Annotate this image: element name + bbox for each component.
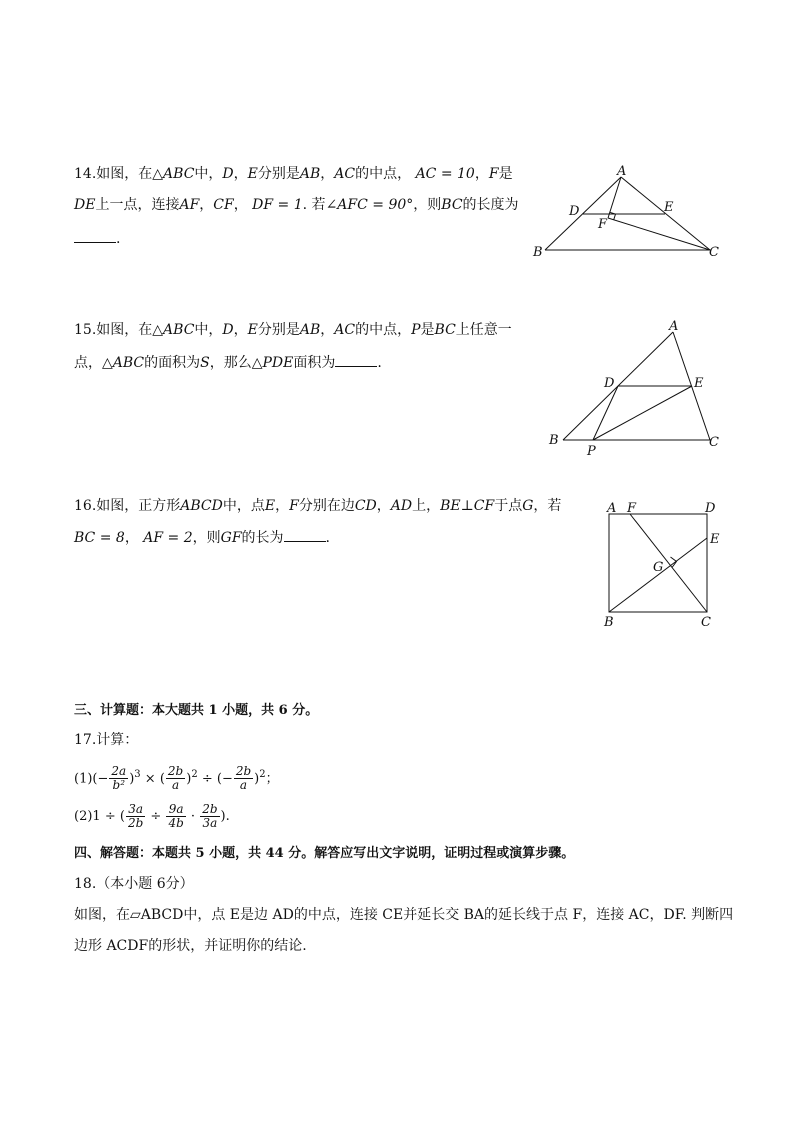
q18-title: 18.（本小题 6分） <box>74 876 194 892</box>
q14-figure <box>525 160 735 265</box>
answer-blank[interactable] <box>74 228 116 243</box>
q15-line2: 点，△ABC的面积为S，那么△PDE面积为 . <box>74 352 382 373</box>
label-b: B <box>549 433 559 448</box>
label-a: A <box>617 164 627 179</box>
q17-title: 17.计算： <box>74 732 139 748</box>
label-b: B <box>604 615 614 630</box>
segment-pd <box>593 386 618 440</box>
q16-figure <box>598 498 728 630</box>
label-d: D <box>705 501 716 516</box>
fraction: $\frac{9a}{4b}$ <box>168 802 184 830</box>
q14-line2: DE上一点，连接AF，CF， DF = 1. 若∠AFC = 90°，则BC的长度为 <box>74 197 519 213</box>
label-b: B <box>533 245 543 260</box>
fraction: $\frac{2a}{\text{b²}}$ <box>111 764 127 793</box>
label-c: C <box>709 435 719 450</box>
fraction: $\frac{3a}{2b}$ <box>127 802 144 830</box>
label-a: A <box>607 501 617 516</box>
label-e: E <box>710 532 720 547</box>
section3-heading: 三、计算题：本大题共 1 小题，共 6 分。 <box>74 703 319 718</box>
label-d: D <box>604 376 615 391</box>
label-c: C <box>701 615 711 630</box>
label-d: D <box>569 204 580 219</box>
segment-cf <box>608 218 710 250</box>
q14-line1: 14.如图，在△ABC中，D，E分别是AB，AC的中点， AC = 10，F是 <box>74 166 513 182</box>
label-g: G <box>653 560 664 575</box>
q15-figure <box>545 318 725 460</box>
q18-line2: 边形 ACDF的形状，并证明你的结论. <box>74 938 307 954</box>
answer-blank[interactable] <box>335 352 377 367</box>
fraction: $\frac{2b}{3a}$ <box>202 802 218 830</box>
segment-pe <box>593 386 692 440</box>
fraction: $\frac{2b}{a}$ <box>167 764 184 793</box>
q16-line2: BC = 8， AF = 2，则GF的长为 . <box>74 527 330 548</box>
q17-part1: (1)(− $\frac{2a}{\text{b²}}$ )$^3$ × ( $\frac{2b}{a}$ )$^2$ ÷ (− $\frac{2b}{a}$ )$^2$； <box>74 764 279 793</box>
q18-line1: 如图，在▱ABCD中，点 E是边 AD的中点，连接 CE并延长交 BA的延长线于点 F，连接 AC，DF. 判断四 <box>74 907 734 923</box>
label-a: A <box>669 319 679 334</box>
answer-blank[interactable] <box>284 527 326 542</box>
segment-cf <box>630 514 707 612</box>
label-p: P <box>587 444 596 459</box>
label-c: C <box>709 245 719 260</box>
section4-heading: 四、解答题：本题共 5 小题，共 44 分。解答应写出文字说明，证明过程或演算步骤。 <box>74 846 575 861</box>
q15-number: 15. <box>74 322 97 338</box>
label-e: E <box>664 200 674 215</box>
fraction: $\frac{2b}{a}$ <box>235 764 252 793</box>
label-f: F <box>627 501 637 516</box>
q16-number: 16. <box>74 498 97 514</box>
label-e: E <box>694 376 704 391</box>
q15-line1: 15.如图，在△ABC中，D，E分别是AB，AC的中点，P是BC上任意一 <box>74 322 512 338</box>
q16-line1: 16.如图，正方形ABCD中，点E，F分别在边CD，AD上，BE⊥CF于点G，若 <box>74 498 562 514</box>
label-f: F <box>598 217 608 232</box>
q14-line3: . <box>74 228 120 249</box>
q17-part2: (2)1 ÷ ( $\frac{3a}{2b}$ ÷ $\frac{9a}{4b}$ · $\frac{2b}{3a}$ ). <box>74 802 230 830</box>
q14-number: 14. <box>74 166 97 182</box>
